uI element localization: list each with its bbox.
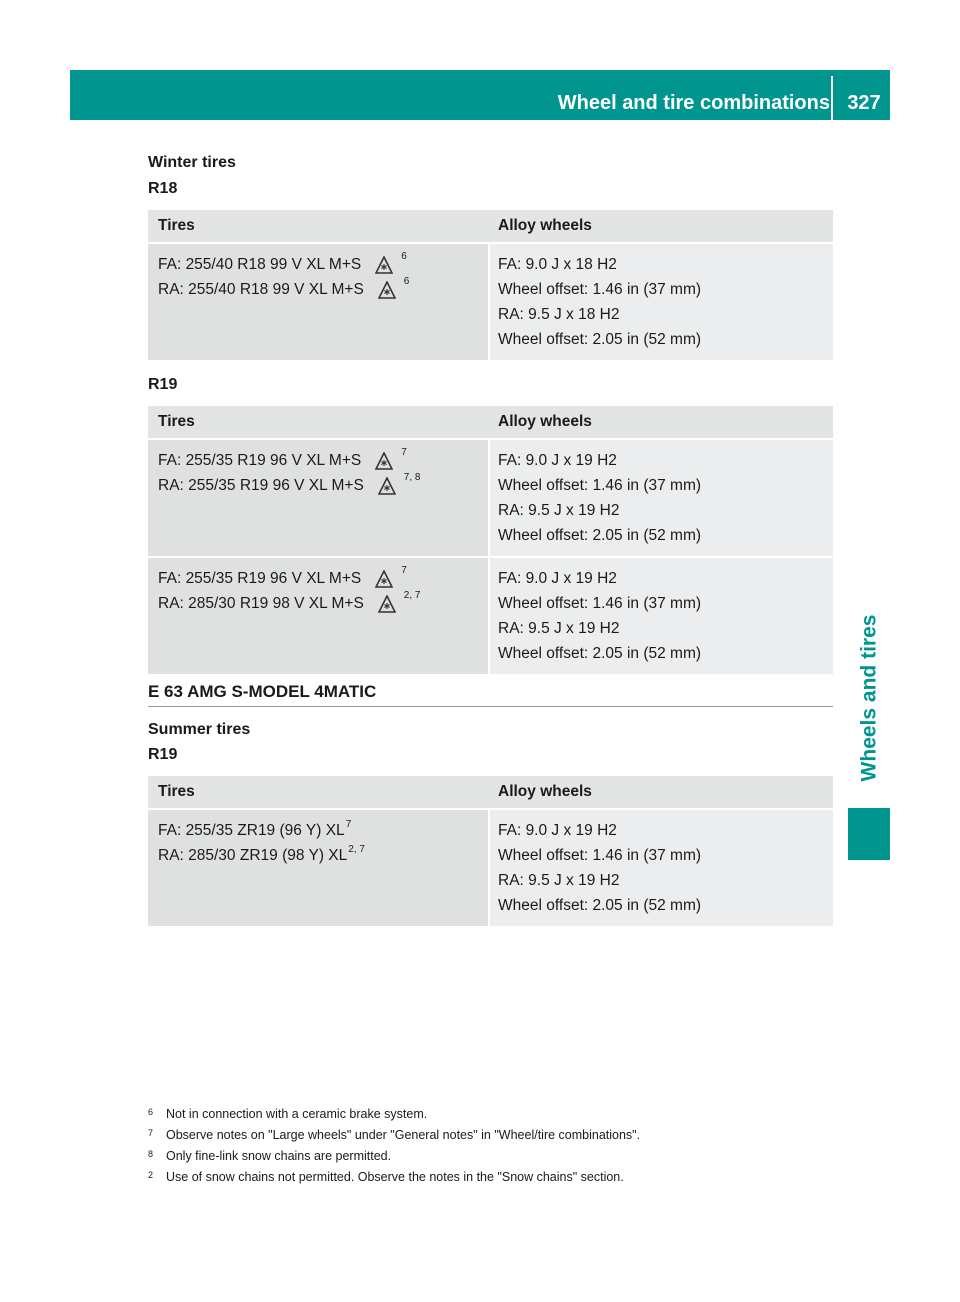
page-number: 327 <box>847 92 881 114</box>
page-title: Wheel and tire combinations <box>557 92 830 114</box>
table-row <box>148 440 833 556</box>
wheel-line: RA: 9.5 J x 19 H2 <box>498 620 620 637</box>
wheel-line: RA: 9.5 J x 19 H2 <box>498 502 620 519</box>
footnote-ref: 6 <box>401 251 407 262</box>
footnote-text: Not in connection with a ceramic brake system. <box>166 1107 428 1121</box>
tire-rear <box>158 473 488 498</box>
summer-r19-label: R19 <box>148 746 178 763</box>
tire-size-text: RA: 255/40 R18 99 V XL M+S <box>158 281 364 298</box>
footnote-text: Observe notes on "Large wheels" under "General notes" in "Wheel/tire combinations". <box>166 1128 641 1142</box>
snowflake-mountain-icon <box>375 570 393 588</box>
wheel-line: Wheel offset: 2.05 in (52 mm) <box>498 897 702 914</box>
footnote-ref: 7 <box>401 447 407 458</box>
footnote-number: 2 <box>148 1170 154 1180</box>
footnotes <box>148 1104 838 1188</box>
column-header-tires: Tires <box>158 413 195 430</box>
table-header <box>148 776 833 808</box>
tires-cell <box>148 244 488 360</box>
footnote-ref: 2, 7 <box>403 590 421 601</box>
footnote-ref: 7 <box>401 565 407 576</box>
tire-front <box>158 566 488 591</box>
tire-rear <box>158 277 488 302</box>
table-header <box>148 406 833 438</box>
footnote <box>148 1125 838 1146</box>
table-row <box>148 558 833 674</box>
footnote-ref: 2, 7 <box>348 844 365 855</box>
tire-size-text: FA: 255/35 R19 96 V XL M+S <box>158 452 362 469</box>
alloy-wheels-cell <box>490 558 833 674</box>
footnote <box>148 1167 838 1188</box>
tire-size-text: FA: 255/40 R18 99 V XL M+S <box>158 256 362 273</box>
alloy-wheels-cell <box>490 810 833 926</box>
snowflake-mountain-icon <box>375 452 393 470</box>
column-header-alloy-wheels: Alloy wheels <box>498 783 592 800</box>
footnote-ref: 6 <box>403 276 410 287</box>
table-row <box>148 244 833 360</box>
footnote-text: Use of snow chains not permitted. Observe the notes in the "Snow chains" section. <box>166 1170 624 1184</box>
footnote-ref: 7 <box>345 819 352 830</box>
wheel-line: RA: 9.5 J x 18 H2 <box>498 306 620 323</box>
tire-size-text: FA: 255/35 R19 96 V XL M+S <box>158 570 362 587</box>
wheel-line: Wheel offset: 1.46 in (37 mm) <box>498 477 702 494</box>
tire-size-text: RA: 285/30 R19 98 V XL M+S <box>158 595 364 612</box>
summer-tires-heading: Summer tires <box>148 721 251 738</box>
snowflake-mountain-icon <box>378 281 396 299</box>
tire-rear <box>158 843 488 868</box>
wheel-line: Wheel offset: 1.46 in (37 mm) <box>498 847 702 864</box>
wheel-line: RA: 9.5 J x 19 H2 <box>498 872 620 889</box>
footnote-ref: 7, 8 <box>403 472 421 483</box>
wheel-line: Wheel offset: 2.05 in (52 mm) <box>498 331 702 348</box>
wheel-line: FA: 9.0 J x 19 H2 <box>498 570 617 587</box>
tires-cell <box>148 440 488 556</box>
summer-r19-table <box>148 776 833 926</box>
footnote-number: 8 <box>148 1149 154 1159</box>
header-divider <box>831 76 833 120</box>
column-header-tires: Tires <box>158 783 195 800</box>
tire-front <box>158 448 488 473</box>
column-header-alloy-wheels: Alloy wheels <box>498 217 592 234</box>
model-section-heading: E 63 AMG S-MODEL 4MATIC <box>148 682 833 707</box>
winter-r18-table <box>148 210 833 360</box>
wheel-line: FA: 9.0 J x 18 H2 <box>498 256 617 273</box>
tire-front <box>158 818 488 843</box>
tire-size-text: RA: 285/30 ZR19 (98 Y) XL <box>158 847 348 864</box>
tires-cell <box>148 558 488 674</box>
wheel-line: FA: 9.0 J x 19 H2 <box>498 822 617 839</box>
footnote-number: 7 <box>148 1128 154 1138</box>
wheel-line: Wheel offset: 2.05 in (52 mm) <box>498 527 702 544</box>
column-header-tires: Tires <box>158 217 195 234</box>
alloy-wheels-cell <box>490 440 833 556</box>
tires-cell <box>148 810 488 926</box>
side-tab <box>848 600 890 795</box>
table-header <box>148 210 833 242</box>
footnote-text: Only fine-link snow chains are permitted. <box>166 1149 392 1163</box>
winter-tires-heading: Winter tires <box>148 154 236 171</box>
wheel-line: FA: 9.0 J x 19 H2 <box>498 452 617 469</box>
tire-size-text: RA: 255/35 R19 96 V XL M+S <box>158 477 364 494</box>
winter-r18-label: R18 <box>148 180 178 197</box>
tire-size-text: FA: 255/35 ZR19 (96 Y) XL <box>158 822 345 839</box>
footnote <box>148 1146 838 1167</box>
table-row <box>148 810 833 926</box>
snowflake-mountain-icon <box>375 256 393 274</box>
side-tab-label: Wheels and tires <box>857 614 881 781</box>
snowflake-mountain-icon <box>378 595 396 613</box>
tire-rear <box>158 591 488 616</box>
side-tab-marker <box>848 808 890 860</box>
winter-r19-table <box>148 406 833 674</box>
alloy-wheels-cell <box>490 244 833 360</box>
tire-front <box>158 252 488 277</box>
footnote-number: 6 <box>148 1107 154 1117</box>
wheel-line: Wheel offset: 1.46 in (37 mm) <box>498 281 702 298</box>
footnote <box>148 1104 838 1125</box>
winter-r19-label: R19 <box>148 376 178 393</box>
wheel-line: Wheel offset: 1.46 in (37 mm) <box>498 595 702 612</box>
column-header-alloy-wheels: Alloy wheels <box>498 413 592 430</box>
wheel-line: Wheel offset: 2.05 in (52 mm) <box>498 645 702 662</box>
snowflake-mountain-icon <box>378 477 396 495</box>
